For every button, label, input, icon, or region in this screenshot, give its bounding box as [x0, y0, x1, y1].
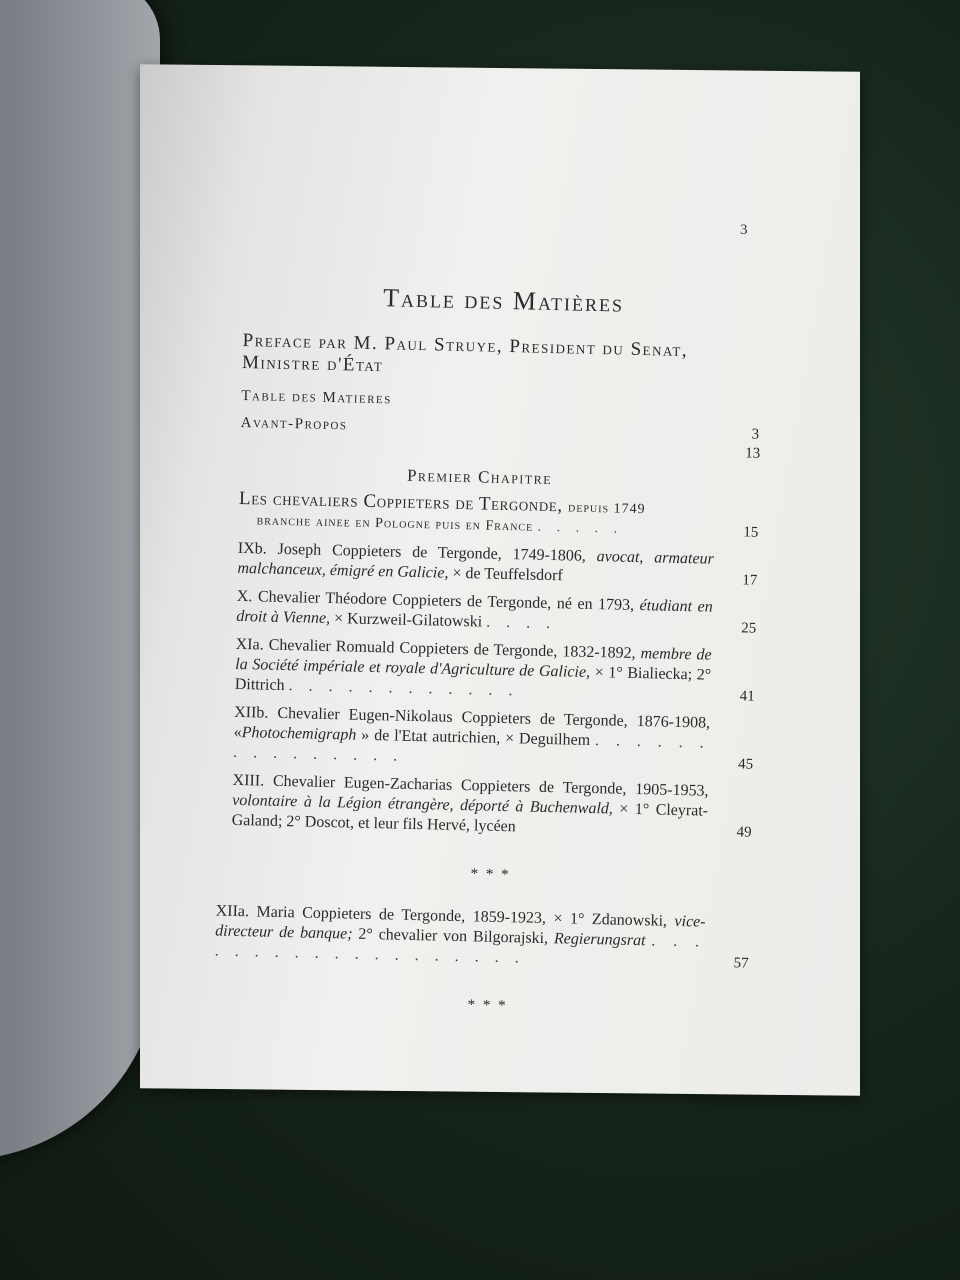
table-of-contents — [214, 280, 764, 1045]
section-separator-bottom: * * * — [467, 997, 508, 1015]
entry-page: 45 — [737, 756, 754, 773]
front-page — [721, 399, 761, 417]
entry-page: 41 — [739, 688, 755, 705]
toc-title: Table des Matières — [382, 283, 625, 318]
chapter-page: 13 — [745, 445, 761, 462]
page-number: 3 — [740, 222, 748, 238]
entry-page: 15 — [743, 524, 759, 541]
section-separator: * * * — [470, 866, 511, 884]
chapter-title-entry — [238, 488, 759, 543]
front-label: Table des Matieres — [241, 387, 393, 408]
entry-page: 57 — [733, 955, 749, 972]
entry-page: 49 — [736, 824, 752, 841]
chapter-title: Les chevaliers Coppieters de Tergonde, depuis 1749 — [238, 487, 646, 518]
toc-entry: IXb. Joseph Coppieters de Tergonde, 1749-1806, avocat, armateur malchanceux, émigré en Galicie, × de Teuffelsdorf 17 — [237, 539, 758, 589]
front-label: Avant-Propos — [240, 414, 348, 434]
toc-entry-final: XIIa. Maria Coppieters de Tergonde, 1859-1923, × 1° Zdanowski, vice-directeur de banque; 2° chevalier von Bilgorajski, Regierungsrat . . . . . . . . . . . . . . . . . . . 57 — [214, 902, 749, 972]
toc-entry: XIa. Chevalier Romuald Coppieters de Tergonde, 1832-1892, membre de la Société impériale et royale d'Agriculture de Galicie, × 1° Bialiecka; 2° Dittrich . . . . . . . . . . . . 41 — [234, 635, 755, 705]
toc-entry: X. Chevalier Théodore Coppieters de Tergonde, né en 1793, étudiant en droit à Vienne, × Kurzweil-Gilatowski . . . . 25 — [236, 587, 757, 637]
left-page-edge — [0, 0, 160, 1160]
front-matter-toc — [241, 388, 761, 417]
chapter-heading-label: Premier Chapitre — [406, 465, 553, 489]
preface-line: Preface par M. Paul Struye, President du Senat, Ministre d'État — [241, 329, 689, 377]
toc-entry: XIIb. Chevalier Eugen-Nikolaus Coppieters de Tergonde, 1876-1908, «Photochemigraph » de l'Etat autrichien, × Deguilhem . . . . . . . . . . . . . . . 45 — [233, 703, 754, 773]
chapter-subtitle: branche ainee en Pologne puis en France . . . . . — [256, 513, 624, 537]
entry-page: 25 — [741, 620, 757, 637]
front-page: 3 — [751, 426, 761, 443]
toc-entry: XIII. Chevalier Eugen-Zacharias Coppieters de Tergonde, 1905-1953, volontaire à la Légion étrangère, déporté à Buchenwald, × 1° Cleyrat-Galand; 2° Doscot, et leur fils Hervé, lycéen 49 — [231, 771, 752, 841]
entry-page: 17 — [742, 572, 758, 589]
front-matter-avant-propos — [241, 415, 761, 444]
